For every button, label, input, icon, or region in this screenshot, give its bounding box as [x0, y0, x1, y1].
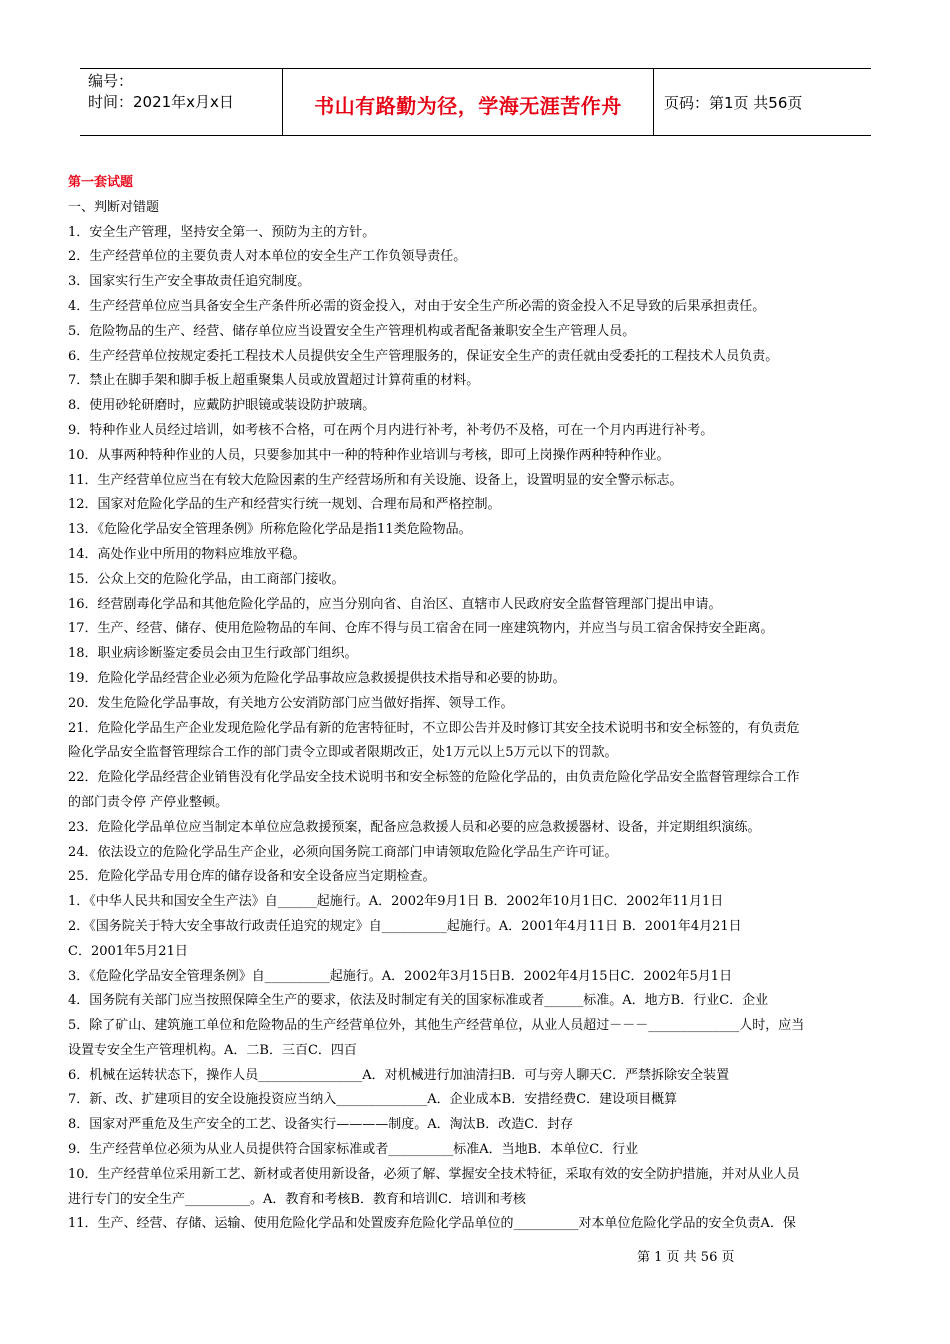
text-line: 8．使用砂轮研磨时，应戴防护眼镜或装设防护玻璃。 [68, 398, 376, 414]
text-line: 1．《中华人民共和国安全生产法》自______起施行。A．2002年9月1日 B．2002年10月1日C．2002年11月1日 [68, 894, 724, 910]
text-line: 3．《危险化学品安全管理条例》自__________起施行。A．2002年3月15日B．2002年4月15日C．2002年5月1日 [68, 968, 733, 984]
section-title: 第一套试题 [68, 175, 134, 190]
header-motto: 书山有路勤为径，学海无涯苦作舟 [283, 69, 654, 135]
document-number-label: 编号： [88, 72, 134, 90]
text-line: 4．国务院有关部门应当按照保障全生产的要求，依法及时制定有关的国家标准或者______标准。A．地方B．行业C．企业 [68, 993, 769, 1009]
text-line: 10．生产经营单位采用新工艺、新材或者使用新设备，必须了解、掌握安全技术特征，采取有效的安全防护措施，并对从业人员 [68, 1166, 800, 1182]
text-line: 24．依法设立的危险化学品生产企业，必须向国务院工商部门申请领取危险化学品生产许可证。 [68, 844, 618, 860]
text-line: 23．危险化学品单位应当制定本单位应急救援预案，配备应急救援人员和必要的应急救援器材、设备，并定期组织演练。 [68, 819, 761, 835]
text-line: 18．职业病诊断鉴定委员会由卫生行政部门组织。 [68, 646, 358, 662]
header-meta [80, 69, 283, 135]
text-line: 7．禁止在脚手架和脚手板上超重聚集人员或放置超过计算荷重的材料。 [68, 373, 480, 389]
text-line: 9．特种作业人员经过培训，如考核不合格，可在两个月内进行补考，补考仍不及格，可在一个月内再进行补考。 [68, 422, 714, 438]
document-body [68, 171, 883, 1237]
header-page-label: 页码：第1页 共56页 [664, 93, 803, 112]
text-line: C．2001年5月21日 [68, 943, 188, 959]
text-line: 5．危险物品的生产、经营、储存单位应当设置安全生产管理机构或者配备兼职安全生产管理人员。 [68, 323, 636, 339]
text-line: 6．机械在运转状态下，操作人员________________A．对机械进行加油清扫B．可与旁人聊天C．严禁拆除安全装置 [68, 1067, 730, 1083]
text-line: 1．安全生产管理，坚持安全第一、预防为主的方针。 [68, 224, 376, 240]
text-line: 16．经营剧毒化学品和其他危险化学品的，应当分别向省、自治区、直辖市人民政府安全监督管理部门提出申请。 [68, 596, 722, 612]
text-line: 15．公众上交的危险化学品，由工商部门接收。 [68, 571, 345, 587]
text-line: 21．危险化学品生产企业发现危险化学品有新的危害特征时，不立即公告并及时修订其安全技术说明书和安全标签的，有负责危 [68, 720, 800, 736]
text-line: 设置专安全生产管理机构。A．二B．三百C．四百 [68, 1042, 357, 1058]
text-line: 11．生产经营单位应当在有较大危险因素的生产经营场所和有关设施、设备上，设置明显的安全警示标志。 [68, 472, 683, 488]
text-line: 13．《危险化学品安全管理条例》所称危险化学品是指11类危险物品。 [68, 522, 472, 538]
text-line: 8．国家对严重危及生产安全的工艺、设备实行————制度。A．淘汰B．改造C．封存 [68, 1117, 574, 1133]
page-header [80, 68, 871, 136]
text-line: 9．生产经营单位必须为从业人员提供符合国家标准或者__________标准A．当地B．本单位C．行业 [68, 1142, 639, 1158]
page-footer: 第 1 页 共 56 页 [637, 1250, 735, 1265]
text-line: 2．《国务院关于特大安全事故行政责任追究的规定》自__________起施行。A．2001年4月11日 B．2001年4月21日 [68, 918, 742, 934]
text-line: 25．危险化学品专用仓库的储存设备和安全设备应当定期检查。 [68, 869, 436, 885]
text-line: 22．危险化学品经营企业销售没有化学品安全技术说明书和安全标签的危险化学品的，由负责危险化学品安全监督管理综合工作 [68, 770, 800, 786]
question-list [68, 221, 883, 1238]
text-line: 17．生产、经营、储存、使用危险物品的车间、仓库不得与员工宿舍在同一座建筑物内，并应当与员工宿舍保持安全距离。 [68, 621, 774, 637]
text-line: 5．除了矿山、建筑施工单位和危险物品的生产经营单位外，其他生产经营单位，从业人员超过－－－______________人时，应当 [68, 1018, 805, 1034]
text-line: 4．生产经营单位应当具备安全生产条件所必需的资金投入，对由于安全生产所必需的资金投入不足导致的后果承担责任。 [68, 298, 766, 314]
document-date-label: 时间：2021年x月x日 [88, 93, 234, 111]
text-line: 6．生产经营单位按规定委托工程技术人员提供安全生产管理服务的，保证安全生产的责任就由受委托的工程技术人员负责。 [68, 348, 779, 364]
text-line: 进行专门的安全生产__________。A．教育和考核B．教育和培训C．培训和考核 [68, 1191, 526, 1207]
text-line: 2．生产经营单位的主要负责人对本单位的安全生产工作负领导责任。 [68, 249, 467, 265]
text-line: 险化学品安全监督管理综合工作的部门责令立即或者限期改正，处1万元以上5万元以下的罚款。 [68, 745, 618, 761]
text-line: 19．危险化学品经营企业必须为危险化学品事故应急救援提供技术指导和必要的协助。 [68, 670, 566, 686]
text-line: 20．发生危险化学品事故，有关地方公安消防部门应当做好指挥、领导工作。 [68, 695, 514, 711]
text-line: 14．高处作业中所用的物料应堆放平稳。 [68, 546, 306, 562]
text-line: 的部门责令停 产停业整顿。 [68, 794, 229, 810]
subsection-title: 一、判断对错题 [68, 199, 160, 215]
text-line: 7．新、改、扩建项目的安全设施投资应当纳入______________A．企业成本B．安措经费C．建设项目概算 [68, 1092, 678, 1108]
text-line: 12．国家对危险化学品的生产和经营实行统一规划、合理布局和严格控制。 [68, 497, 501, 513]
text-line: 3．国家实行生产安全事故责任追究制度。 [68, 274, 311, 290]
text-line: 10．从事两种特种作业的人员，只要参加其中一种的特种作业培训与考核，即可上岗操作两种特种作业。 [68, 447, 670, 463]
text-line: 11．生产、经营、存储、运输、使用危险化学品和处置废弃危险化学品单位的__________对本单位危险化学品的安全负责A．保 [68, 1216, 796, 1232]
